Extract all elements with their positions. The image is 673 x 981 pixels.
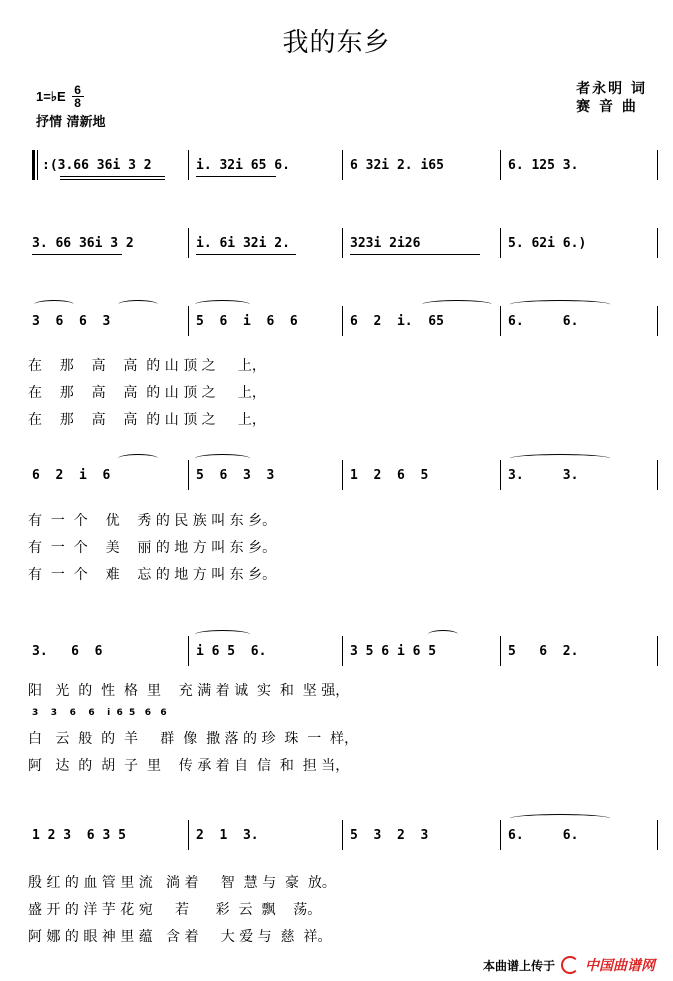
- lyric-line: 阿 娜 的 眼 神 里 蕴 含 着 大 爱 与 慈 祥。: [28, 929, 332, 945]
- lyric-line: 有 一 个 优 秀 的 民 族 叫 东 乡。: [28, 513, 277, 529]
- measure: 3. 66 36i 3 2: [32, 236, 134, 251]
- measure: 3. 3.: [508, 468, 579, 483]
- measure: 6. 6.: [508, 314, 579, 329]
- time-signature: [72, 84, 84, 109]
- key-label: 1=♭E: [36, 88, 66, 104]
- site-logo[interactable]: 中国曲谱网: [585, 958, 655, 974]
- lyric-line: 有 一 个 难 忘 的 地 方 叫 东 乡。: [28, 567, 277, 583]
- score-system-6: [30, 820, 660, 854]
- score-system-5: [30, 636, 660, 670]
- time-sig-top: 6: [74, 83, 81, 97]
- footer-text: 本曲谱上传于: [482, 958, 555, 973]
- lyric-line: 在 那 高 高 的 山 顶 之 上，: [28, 412, 266, 428]
- lyricist: 者永明 词: [576, 81, 647, 97]
- lyric-line: 在 那 高 高 的 山 顶 之 上，: [28, 358, 266, 374]
- measure: 5 6 2.: [508, 644, 579, 659]
- measure: :(3.66 36i 3 2: [42, 158, 152, 173]
- tempo-marking: 抒情 清新地: [36, 115, 106, 130]
- footer: [483, 955, 655, 975]
- measure: 1 2 3 6 3 5: [32, 828, 126, 843]
- score-system-3: [30, 306, 660, 340]
- measure: i. 6i 32i 2.: [196, 236, 290, 251]
- score-system-4: [30, 460, 660, 494]
- composer: 赛 音 曲: [576, 99, 638, 115]
- page-title: 我的东乡: [282, 28, 391, 58]
- measure: 3 5 6 i 6 5: [350, 644, 437, 659]
- measure: 2 1 3.: [196, 828, 259, 843]
- score-system-2: [30, 228, 660, 262]
- measure: i 6 5 6.: [196, 644, 267, 659]
- time-sig-bottom: 8: [74, 96, 81, 110]
- small-notation-line: 3 3 6 6 i 6 5 6 6: [32, 708, 167, 718]
- measure: 323i 2i26: [350, 236, 421, 251]
- lyric-line: 在 那 高 高 的 山 顶 之 上，: [28, 385, 266, 401]
- lyric-line: 阳 光 的 性 格 里 充 满 着 诚 实 和 坚 强，: [28, 683, 350, 699]
- measure: i. 32i 65 6.: [196, 158, 290, 173]
- measure: 6 2 i. 65: [350, 314, 444, 329]
- measure: 5 6 i 6 6: [196, 314, 298, 329]
- lyric-line: 阿 达 的 胡 子 里 传 承 着 自 信 和 担 当，: [28, 758, 350, 774]
- lyric-line: 殷 红 的 血 管 里 流 淌 着 智 慧 与 豪 放。: [28, 875, 336, 891]
- lyric-line: 有 一 个 美 丽 的 地 方 叫 东 乡。: [28, 540, 277, 556]
- measure: 1 2 6 5: [350, 468, 429, 483]
- measure: 6 32i 2. i65: [350, 158, 444, 173]
- measure: 5. 62i 6.): [508, 236, 587, 251]
- credits: [576, 80, 647, 116]
- red-c-swoosh-icon: [561, 956, 579, 974]
- measure: 6 2 i 6: [32, 468, 111, 483]
- lyric-line: 盛 开 的 洋 芋 花 宛 若 彩 云 飘 荡。: [28, 902, 322, 918]
- measure: 6. 6.: [508, 828, 579, 843]
- measure: 6. 125 3.: [508, 158, 579, 173]
- lyric-line: 白 云 般 的 羊 群 像 撒 落 的 珍 珠 一 样，: [28, 731, 359, 747]
- measure: 5 6 3 3: [196, 468, 275, 483]
- measure: 5 3 2 3: [350, 828, 429, 843]
- measure: 3. 6 6: [32, 644, 103, 659]
- measure: 3 6 6 3: [32, 314, 111, 329]
- key-signature: [36, 84, 84, 109]
- score-system-1: [30, 150, 660, 184]
